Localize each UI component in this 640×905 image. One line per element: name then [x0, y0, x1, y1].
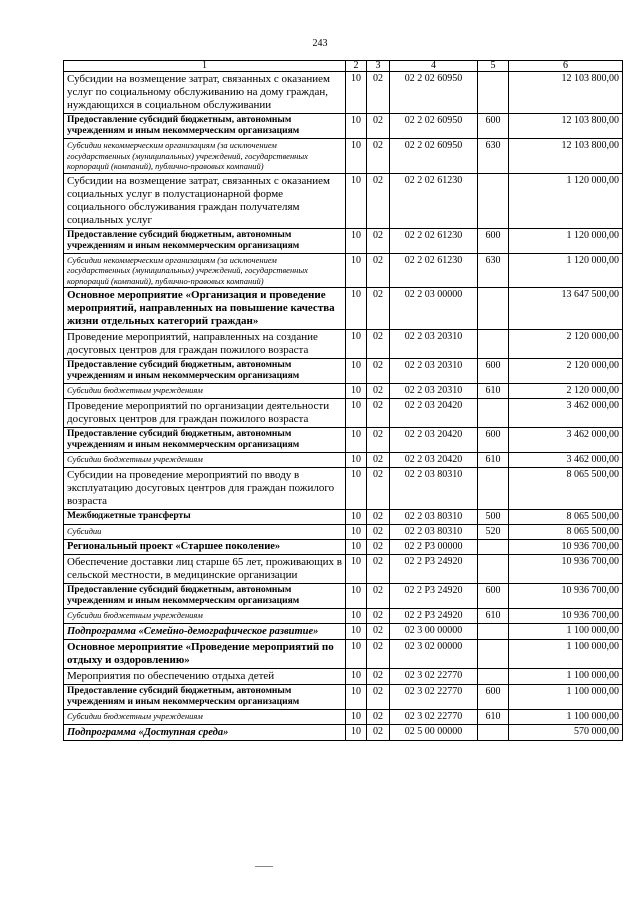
- expense-type-cell: 600: [478, 685, 509, 710]
- table-row: [64, 540, 623, 555]
- expense-type-cell: [478, 72, 509, 114]
- expense-type-cell: 630: [478, 253, 509, 288]
- table-row: [64, 669, 623, 685]
- subsection-cell: 02: [367, 555, 390, 584]
- column-header: 4: [390, 61, 478, 72]
- expense-type-cell: 610: [478, 710, 509, 725]
- target-article-cell: 02 2 03 80310: [390, 468, 478, 510]
- table-row: [64, 428, 623, 453]
- amount-cell: 12 103 800,00: [509, 114, 623, 139]
- section-cell: 10: [346, 468, 367, 510]
- section-cell: 10: [346, 139, 367, 174]
- page-number: 243: [312, 38, 328, 49]
- expense-type-cell: [478, 399, 509, 428]
- expense-type-cell: 600: [478, 428, 509, 453]
- subsection-cell: 02: [367, 624, 390, 640]
- target-article-cell: 02 2 02 61230: [390, 228, 478, 253]
- expense-type-cell: 600: [478, 584, 509, 609]
- section-cell: 10: [346, 228, 367, 253]
- section-cell: 10: [346, 288, 367, 330]
- target-article-cell: 02 3 02 22770: [390, 685, 478, 710]
- amount-cell: 2 120 000,00: [509, 359, 623, 384]
- target-article-cell: 02 2 P3 24920: [390, 555, 478, 584]
- row-name-cell: Проведение мероприятий по организации деятельности досуговых центров для граждан пожилого возраста: [64, 399, 346, 428]
- section-cell: 10: [346, 624, 367, 640]
- table-row: [64, 609, 623, 624]
- amount-cell: 12 103 800,00: [509, 72, 623, 114]
- section-cell: 10: [346, 640, 367, 669]
- expense-type-cell: [478, 555, 509, 584]
- row-name-cell: Субсидии на возмещение затрат, связанных с оказанием услуг по социальному обслуживанию на дому граждан, нуждающихся в социальном обслуживании: [64, 72, 346, 114]
- amount-cell: 1 100 000,00: [509, 640, 623, 669]
- target-article-cell: 02 2 03 20310: [390, 384, 478, 399]
- table-row: [64, 584, 623, 609]
- amount-cell: 3 462 000,00: [509, 399, 623, 428]
- section-cell: 10: [346, 173, 367, 228]
- expense-type-cell: [478, 640, 509, 669]
- subsection-cell: 02: [367, 428, 390, 453]
- row-name-cell: Предоставление субсидий бюджетным, автономным учреждениям и иным некоммерческим организациям: [64, 685, 346, 710]
- subsection-cell: 02: [367, 525, 390, 540]
- table-row: [64, 253, 623, 288]
- table-row: [64, 525, 623, 540]
- target-article-cell: 02 3 02 22770: [390, 669, 478, 685]
- section-cell: 10: [346, 359, 367, 384]
- amount-cell: 1 100 000,00: [509, 669, 623, 685]
- amount-cell: 10 936 700,00: [509, 555, 623, 584]
- section-cell: 10: [346, 540, 367, 555]
- subsection-cell: 02: [367, 359, 390, 384]
- amount-cell: 2 120 000,00: [509, 330, 623, 359]
- column-header: 1: [64, 61, 346, 72]
- table-row: [64, 288, 623, 330]
- target-article-cell: 02 5 00 00000: [390, 725, 478, 741]
- amount-cell: 1 100 000,00: [509, 624, 623, 640]
- subsection-cell: 02: [367, 468, 390, 510]
- table-row: [64, 685, 623, 710]
- target-article-cell: 02 2 03 20310: [390, 330, 478, 359]
- target-article-cell: 02 2 03 20420: [390, 453, 478, 468]
- expense-type-cell: 500: [478, 510, 509, 525]
- footer-mark: [255, 866, 273, 867]
- target-article-cell: 02 2 02 60950: [390, 139, 478, 174]
- amount-cell: 570 000,00: [509, 725, 623, 741]
- target-article-cell: 02 3 00 00000: [390, 624, 478, 640]
- row-name-cell: Субсидии бюджетным учреждениям: [64, 609, 346, 624]
- expense-type-cell: [478, 288, 509, 330]
- section-cell: 10: [346, 330, 367, 359]
- table-row: [64, 228, 623, 253]
- section-cell: 10: [346, 669, 367, 685]
- subsection-cell: 02: [367, 330, 390, 359]
- row-name-cell: Межбюджетные трансферты: [64, 510, 346, 525]
- row-name-cell: Региональный проект «Старшее поколение»: [64, 540, 346, 555]
- amount-cell: 1 120 000,00: [509, 228, 623, 253]
- subsection-cell: 02: [367, 725, 390, 741]
- section-cell: 10: [346, 510, 367, 525]
- target-article-cell: 02 2 P3 00000: [390, 540, 478, 555]
- expense-type-cell: 600: [478, 359, 509, 384]
- column-header: 3: [367, 61, 390, 72]
- target-article-cell: 02 2 02 60950: [390, 72, 478, 114]
- target-article-cell: 02 2 02 60950: [390, 114, 478, 139]
- table-row: [64, 359, 623, 384]
- row-name-cell: Подпрограмма «Семейно-демографическое развитие»: [64, 624, 346, 640]
- row-name-cell: Субсидии: [64, 525, 346, 540]
- expense-type-cell: 610: [478, 609, 509, 624]
- table-row: [64, 640, 623, 669]
- amount-cell: 3 462 000,00: [509, 428, 623, 453]
- table-row: [64, 555, 623, 584]
- row-name-cell: Обеспечение доставки лиц старше 65 лет, проживающих в сельской местности, в медицинские организации: [64, 555, 346, 584]
- column-header: 5: [478, 61, 509, 72]
- expense-type-cell: 520: [478, 525, 509, 540]
- section-cell: 10: [346, 555, 367, 584]
- row-name-cell: Подпрограмма «Доступная среда»: [64, 725, 346, 741]
- table-row: [64, 139, 623, 174]
- table-header-row: [64, 61, 623, 72]
- subsection-cell: 02: [367, 510, 390, 525]
- target-article-cell: 02 2 P3 24920: [390, 609, 478, 624]
- row-name-cell: Предоставление субсидий бюджетным, автономным учреждениям и иным некоммерческим организациям: [64, 584, 346, 609]
- subsection-cell: 02: [367, 685, 390, 710]
- column-header: 2: [346, 61, 367, 72]
- section-cell: 10: [346, 609, 367, 624]
- table-row: [64, 72, 623, 114]
- subsection-cell: 02: [367, 584, 390, 609]
- subsection-cell: 02: [367, 710, 390, 725]
- row-name-cell: Субсидии некоммерческим организациям (за исключением государственных (муниципальных) учреждений, государственных корпораций (компаний), публично-правовых компаний): [64, 139, 346, 174]
- section-cell: 10: [346, 384, 367, 399]
- section-cell: 10: [346, 525, 367, 540]
- subsection-cell: 02: [367, 139, 390, 174]
- amount-cell: 10 936 700,00: [509, 609, 623, 624]
- amount-cell: 8 065 500,00: [509, 510, 623, 525]
- expense-type-cell: [478, 725, 509, 741]
- row-name-cell: Предоставление субсидий бюджетным, автономным учреждениям и иным некоммерческим организациям: [64, 359, 346, 384]
- expense-type-cell: [478, 669, 509, 685]
- expense-type-cell: [478, 468, 509, 510]
- amount-cell: 10 936 700,00: [509, 584, 623, 609]
- row-name-cell: Предоставление субсидий бюджетным, автономным учреждениям и иным некоммерческим организациям: [64, 428, 346, 453]
- subsection-cell: 02: [367, 72, 390, 114]
- table-row: [64, 725, 623, 741]
- expense-type-cell: [478, 540, 509, 555]
- amount-cell: 8 065 500,00: [509, 525, 623, 540]
- table-row: [64, 173, 623, 228]
- row-name-cell: Проведение мероприятий, направленных на создание досуговых центров для граждан пожилого возраста: [64, 330, 346, 359]
- row-name-cell: Основное мероприятие «Проведение мероприятий по отдыху и оздоровлению»: [64, 640, 346, 669]
- target-article-cell: 02 2 03 20420: [390, 399, 478, 428]
- section-cell: 10: [346, 399, 367, 428]
- target-article-cell: 02 2 03 20310: [390, 359, 478, 384]
- row-name-cell: Основное мероприятие «Организация и проведение мероприятий, направленных на повышение качества жизни отдельных категорий граждан»: [64, 288, 346, 330]
- subsection-cell: 02: [367, 288, 390, 330]
- amount-cell: 1 120 000,00: [509, 173, 623, 228]
- target-article-cell: 02 2 03 20420: [390, 428, 478, 453]
- target-article-cell: 02 2 03 80310: [390, 510, 478, 525]
- section-cell: 10: [346, 114, 367, 139]
- amount-cell: 13 647 500,00: [509, 288, 623, 330]
- expense-type-cell: 610: [478, 453, 509, 468]
- subsection-cell: 02: [367, 540, 390, 555]
- expense-type-cell: 600: [478, 114, 509, 139]
- row-name-cell: Предоставление субсидий бюджетным, автономным учреждениям и иным некоммерческим организациям: [64, 114, 346, 139]
- subsection-cell: 02: [367, 453, 390, 468]
- expense-type-cell: [478, 624, 509, 640]
- table-row: [64, 399, 623, 428]
- amount-cell: 3 462 000,00: [509, 453, 623, 468]
- subsection-cell: 02: [367, 609, 390, 624]
- table-row: [64, 624, 623, 640]
- target-article-cell: 02 2 02 61230: [390, 253, 478, 288]
- target-article-cell: 02 2 P3 24920: [390, 584, 478, 609]
- table-row: [64, 468, 623, 510]
- amount-cell: 1 120 000,00: [509, 253, 623, 288]
- section-cell: 10: [346, 685, 367, 710]
- target-article-cell: 02 2 02 61230: [390, 173, 478, 228]
- amount-cell: 2 120 000,00: [509, 384, 623, 399]
- table-row: [64, 453, 623, 468]
- column-header: 6: [509, 61, 623, 72]
- section-cell: 10: [346, 453, 367, 468]
- row-name-cell: Субсидии бюджетным учреждениям: [64, 710, 346, 725]
- section-cell: 10: [346, 584, 367, 609]
- section-cell: 10: [346, 710, 367, 725]
- expense-type-cell: [478, 330, 509, 359]
- table-row: [64, 330, 623, 359]
- subsection-cell: 02: [367, 228, 390, 253]
- expense-type-cell: [478, 173, 509, 228]
- subsection-cell: 02: [367, 384, 390, 399]
- amount-cell: 8 065 500,00: [509, 468, 623, 510]
- expense-type-cell: 610: [478, 384, 509, 399]
- subsection-cell: 02: [367, 114, 390, 139]
- section-cell: 10: [346, 72, 367, 114]
- subsection-cell: 02: [367, 173, 390, 228]
- table-row: [64, 510, 623, 525]
- row-name-cell: Мероприятия по обеспечению отдыха детей: [64, 669, 346, 685]
- section-cell: 10: [346, 428, 367, 453]
- budget-table: [63, 60, 623, 741]
- amount-cell: 12 103 800,00: [509, 139, 623, 174]
- expense-type-cell: 630: [478, 139, 509, 174]
- table-body: [64, 72, 623, 741]
- subsection-cell: 02: [367, 253, 390, 288]
- table-row: [64, 710, 623, 725]
- target-article-cell: 02 3 02 00000: [390, 640, 478, 669]
- subsection-cell: 02: [367, 640, 390, 669]
- row-name-cell: Субсидии на возмещение затрат, связанных с оказанием социальных услуг в полустационарной форме социального обслуживания граждан получателям социальных услуг: [64, 173, 346, 228]
- section-cell: 10: [346, 253, 367, 288]
- amount-cell: 10 936 700,00: [509, 540, 623, 555]
- row-name-cell: Субсидии на проведение мероприятий по вводу в эксплуатацию досуговых центров для граждан пожилого возраста: [64, 468, 346, 510]
- amount-cell: 1 100 000,00: [509, 710, 623, 725]
- expense-type-cell: 600: [478, 228, 509, 253]
- target-article-cell: 02 2 03 00000: [390, 288, 478, 330]
- row-name-cell: Субсидии бюджетным учреждениям: [64, 453, 346, 468]
- target-article-cell: 02 3 02 22770: [390, 710, 478, 725]
- subsection-cell: 02: [367, 669, 390, 685]
- table-row: [64, 114, 623, 139]
- row-name-cell: Субсидии некоммерческим организациям (за исключением государственных (муниципальных) учреждений, государственных корпораций (компаний), публично-правовых компаний): [64, 253, 346, 288]
- table-row: [64, 384, 623, 399]
- amount-cell: 1 100 000,00: [509, 685, 623, 710]
- row-name-cell: Субсидии бюджетным учреждениям: [64, 384, 346, 399]
- target-article-cell: 02 2 03 80310: [390, 525, 478, 540]
- section-cell: 10: [346, 725, 367, 741]
- subsection-cell: 02: [367, 399, 390, 428]
- row-name-cell: Предоставление субсидий бюджетным, автономным учреждениям и иным некоммерческим организациям: [64, 228, 346, 253]
